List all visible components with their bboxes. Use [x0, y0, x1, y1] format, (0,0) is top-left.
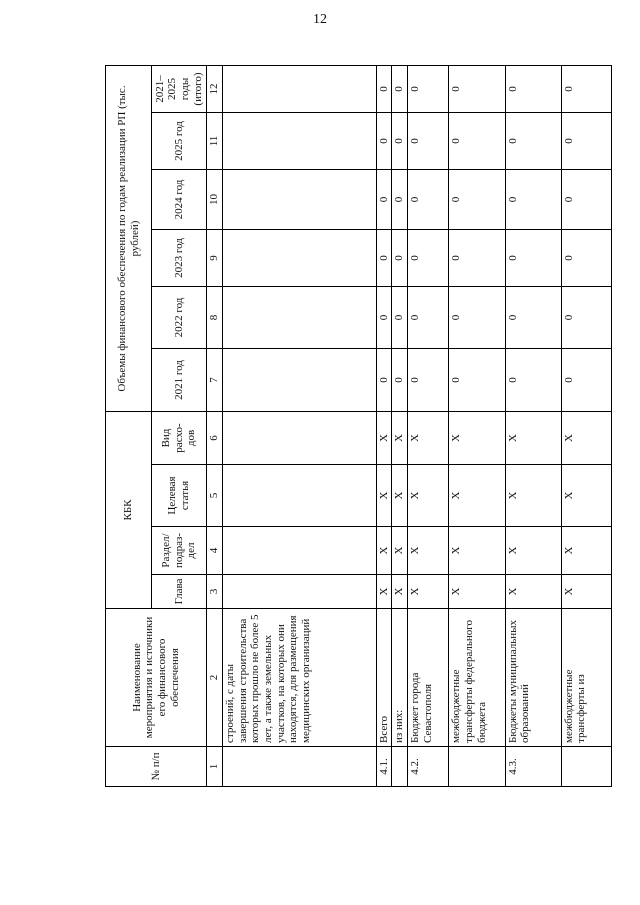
table-row — [505, 65, 561, 786]
cell: Х — [449, 465, 505, 527]
cell: 0 — [408, 65, 449, 112]
cell: Х — [408, 465, 449, 527]
cell: Х — [392, 412, 408, 465]
cell: 0 — [449, 349, 505, 412]
cell: Х — [449, 575, 505, 609]
cell: Х — [392, 465, 408, 527]
row-num: 4.2. — [408, 747, 449, 787]
index-row — [206, 65, 222, 786]
cell: 0 — [505, 170, 561, 230]
financing-table — [105, 65, 612, 787]
cell: 0 — [392, 113, 408, 170]
row-num: 4.1. — [376, 747, 392, 787]
cell: 0 — [505, 113, 561, 170]
table-row — [392, 65, 408, 786]
index-cell: 3 — [206, 575, 222, 609]
index-cell: 4 — [206, 527, 222, 575]
cell: Х — [561, 412, 611, 465]
cell: Х — [505, 412, 561, 465]
header-year-2025: 2025 год — [152, 113, 207, 170]
header-year-total: 2021– 2025 годы (итого) — [152, 65, 207, 112]
cell: Х — [408, 412, 449, 465]
cell: Х — [449, 527, 505, 575]
cell: Х — [505, 527, 561, 575]
table-row — [408, 65, 449, 786]
cell: 0 — [561, 65, 611, 112]
cell: Х — [449, 412, 505, 465]
index-cell: 1 — [206, 747, 222, 787]
row-name: межбюджетные трансферты из — [561, 609, 611, 747]
table-row — [223, 65, 376, 786]
header-kbk-glava: Глава — [152, 575, 207, 609]
cell: Х — [392, 575, 408, 609]
cell: 0 — [408, 287, 449, 349]
cell: 0 — [392, 287, 408, 349]
cell: 0 — [561, 170, 611, 230]
row-name: Всего — [376, 609, 392, 747]
cell: 0 — [449, 170, 505, 230]
cell: 0 — [408, 230, 449, 287]
cell: 0 — [449, 230, 505, 287]
table-row — [561, 65, 611, 786]
header-kbk-vid: Вид расхо- дов — [152, 412, 207, 465]
row-num: 4.3. — [505, 747, 561, 787]
cell: Х — [505, 575, 561, 609]
cell: 0 — [408, 113, 449, 170]
header-year-2023: 2023 год — [152, 230, 207, 287]
table-row — [449, 65, 505, 786]
index-cell: 5 — [206, 465, 222, 527]
row-name: из них: — [392, 609, 408, 747]
cell: 0 — [392, 230, 408, 287]
cell: 0 — [505, 65, 561, 112]
cell: 0 — [392, 170, 408, 230]
index-cell: 12 — [206, 65, 222, 112]
cell: 0 — [376, 170, 392, 230]
row-num — [449, 747, 505, 787]
header-kbk-razdel: Раздел/ подраз- дел — [152, 527, 207, 575]
cell: Х — [505, 465, 561, 527]
cell: 0 — [561, 287, 611, 349]
index-cell: 9 — [206, 230, 222, 287]
row-name: межбюджетные трансферты федерального бюджета — [449, 609, 505, 747]
cell: 0 — [376, 65, 392, 112]
index-cell: 2 — [206, 609, 222, 747]
table-row — [376, 65, 392, 786]
row-num — [392, 747, 408, 787]
cell: 0 — [376, 230, 392, 287]
cell: 0 — [449, 65, 505, 112]
cell: 0 — [505, 349, 561, 412]
cell: 0 — [505, 230, 561, 287]
cell: 0 — [376, 349, 392, 412]
row-num — [223, 747, 376, 787]
page-number: 12 — [313, 12, 327, 27]
cell: Х — [561, 527, 611, 575]
header-volume: Объемы финансового обеспечения по годам реализации РП (тыс. рублей) — [106, 65, 152, 411]
cell: 0 — [408, 170, 449, 230]
cell: 0 — [392, 349, 408, 412]
header-kbk-statya: Целевая статья — [152, 465, 207, 527]
cell: 0 — [408, 349, 449, 412]
row-num — [561, 747, 611, 787]
cell: Х — [376, 465, 392, 527]
cell: Х — [408, 527, 449, 575]
header-year-2021: 2021 год — [152, 349, 207, 412]
index-cell: 11 — [206, 113, 222, 170]
cell: 0 — [561, 349, 611, 412]
cell: 0 — [449, 113, 505, 170]
index-cell: 6 — [206, 412, 222, 465]
cell: 0 — [392, 65, 408, 112]
row-name: Бюджет города Севастополя — [408, 609, 449, 747]
header-year-2024: 2024 год — [152, 170, 207, 230]
cell: 0 — [561, 230, 611, 287]
header-num: № п/п — [106, 747, 207, 787]
cell: 0 — [376, 113, 392, 170]
cell: Х — [376, 412, 392, 465]
header-name: Наименование мероприятия и источники его финансового обеспечения — [106, 609, 207, 747]
rotated-table-container — [105, 66, 612, 787]
cell: Х — [376, 527, 392, 575]
index-cell: 8 — [206, 287, 222, 349]
cell: 0 — [561, 113, 611, 170]
cell: Х — [561, 575, 611, 609]
index-cell: 7 — [206, 349, 222, 412]
cell: Х — [561, 465, 611, 527]
row-name: Бюджеты муниципальных образований — [505, 609, 561, 747]
header-year-2022: 2022 год — [152, 287, 207, 349]
cell: 0 — [376, 287, 392, 349]
index-cell: 10 — [206, 170, 222, 230]
cell: Х — [408, 575, 449, 609]
cell: Х — [392, 527, 408, 575]
cell: 0 — [505, 287, 561, 349]
cell: Х — [376, 575, 392, 609]
header-kbk: КБК — [106, 412, 152, 609]
row-name: строений, с даты завершения строительства которых прошло не более 5 лет, а также земельных участков, на которых они находятся, для размещения медицинских организаций — [223, 609, 376, 747]
cell: 0 — [449, 287, 505, 349]
